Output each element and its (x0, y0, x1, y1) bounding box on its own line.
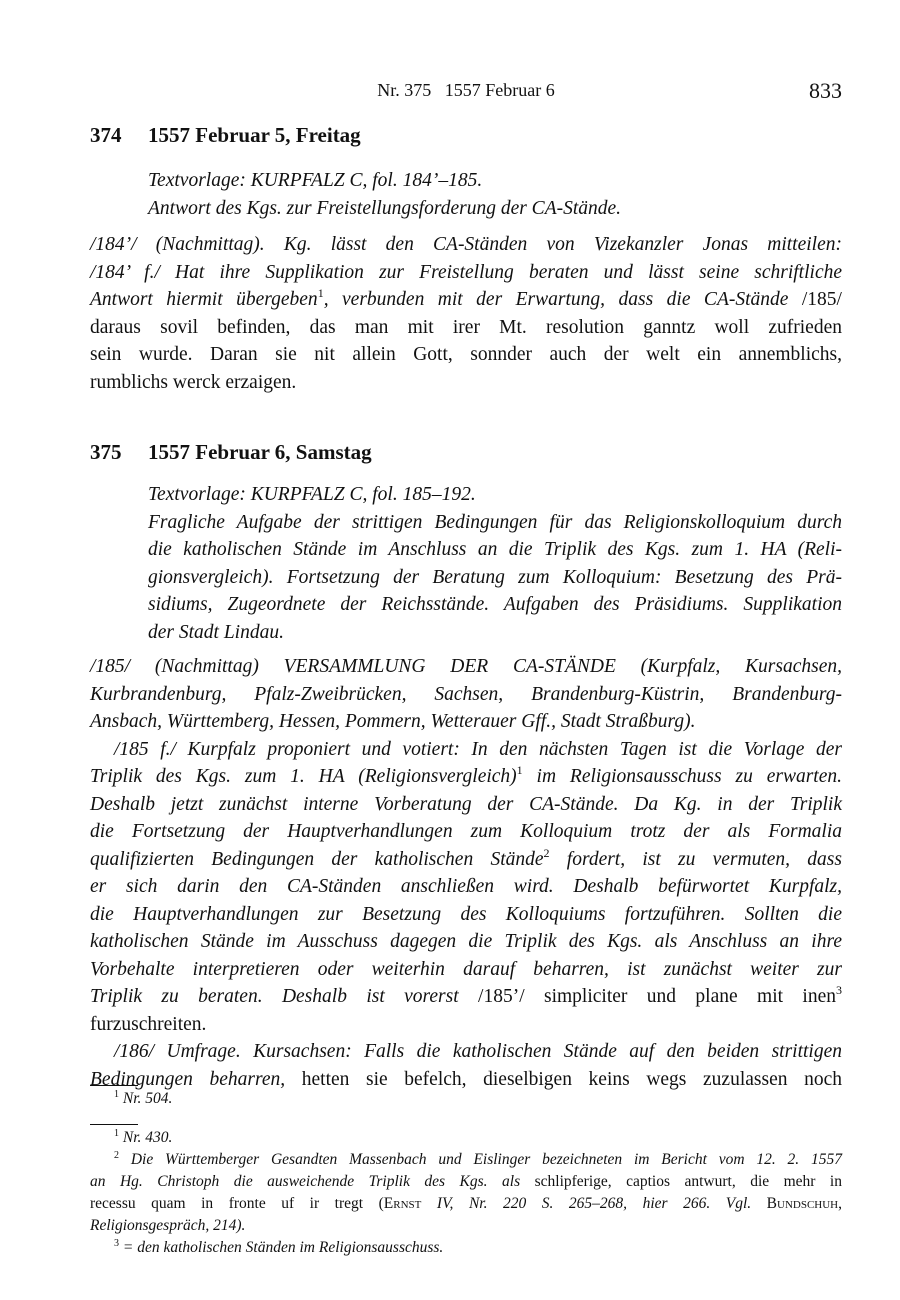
text-run: , verbunden mit der Erwartung, dass die CA-Stände (323, 289, 802, 310)
text-line (90, 1237, 842, 1259)
entry-heading-375 (90, 440, 372, 465)
text-line (90, 736, 842, 764)
text-line (90, 928, 842, 956)
text-run: gionsvergleich). Fortsetzung der Beratung zum Kolloquium: Besetzung des Prä- (148, 566, 842, 588)
text-run: /186/ Umfrage. Kursachsen: Falls die katholischen Stände auf den beiden strittigen (114, 1041, 842, 1062)
footnote-marker: 1 (114, 1128, 119, 1139)
text-line (90, 681, 842, 709)
text-run: furzuschreiten. (90, 1013, 207, 1035)
text-run: qualifizierten Bedingungen der katholischen Stände (90, 848, 544, 870)
running-head-title: Nr. 375 1557 Februar 6 (377, 80, 555, 100)
text-run: daraus sovil befinden, das man mit irer Mt. resolution ganntz woll zufrieden (90, 316, 842, 338)
text-run: Textvorlage: KURPFALZ C, fol. 185–192. (148, 484, 476, 505)
text-run: er sich darin den CA-Ständen anschließen wird. Deshalb befürwortet Kurpfalz, (90, 876, 842, 897)
footnote-marker: 1 (317, 286, 324, 300)
entry-number: 375 (90, 440, 122, 464)
text-line (90, 1215, 842, 1237)
text-run: Deshalb jetzt zunächst interne Vorberatung der CA-Stände. Da Kg. in der Triplik (90, 793, 842, 815)
text-line (90, 369, 842, 397)
footnote-marker: 3 (836, 983, 842, 997)
running-head (90, 78, 842, 106)
text-run: an Hg. Christoph die ausweichende Triplik des Kgs. als (90, 1173, 521, 1190)
footnote-divider (90, 1124, 138, 1125)
source-note (148, 167, 842, 222)
text-line (148, 195, 842, 223)
text-line (90, 901, 842, 929)
text-run: im Religionsausschuss zu erwarten. (522, 766, 842, 787)
text-run: IV, Nr. 220 S. 265–268, hier 266. Vgl. (421, 1195, 752, 1212)
text-run: Ernst (383, 1195, 422, 1212)
text-run: Fragliche Aufgabe der strittigen Bedingungen für das Religionskolloquium durch (148, 511, 842, 533)
entry-date: 1557 Februar 6, Samstag (148, 440, 372, 464)
text-run: /185’/ simpliciter und plane mit inen (478, 986, 836, 1007)
footnote-marker: 2 (543, 845, 550, 860)
text-footnotes (90, 1088, 842, 1110)
text-run: hetten sie befelch, dieselbigen keins wegs zuzulassen noch (285, 1068, 842, 1090)
page-number: 833 (809, 78, 842, 103)
text-run: Antwort des Kgs. zur Freistellungsforderung der CA-Stände. (148, 197, 622, 219)
text-line (90, 791, 842, 819)
text-line (90, 314, 842, 342)
entry-heading-374 (90, 123, 361, 148)
text-run: Triplik des Kgs. zum 1. HA (Religionsvergleich) (90, 766, 517, 787)
entry-body (90, 653, 842, 1093)
text-line (148, 509, 842, 537)
text-line (90, 341, 842, 369)
text-run: /184’ f./ Hat ihre Supplikation zur Freistellung beraten und lässt seine schriftliche (90, 261, 842, 283)
text-line (90, 653, 842, 681)
text-run: sein wurde. Daran sie nit allein Gott, sonnder auch der welt ein annemblichs, (90, 344, 842, 365)
text-line (148, 167, 842, 195)
entry-number: 374 (90, 123, 122, 147)
text-run: = den katholischen Ständen im Religionsausschuss. (119, 1239, 444, 1256)
text-line (90, 1011, 842, 1039)
text-run: /185/ (801, 289, 842, 310)
text-line (90, 956, 842, 984)
text-run: recessu quam in fronte uf ir tregt ( (90, 1195, 384, 1212)
entry-body (90, 231, 842, 396)
text-run: schlipferige, captios antwurt, die mehr in (520, 1173, 842, 1190)
text-run: /185 f./ Kurpfalz proponiert und votiert: In den nächsten Tagen ist die Vorlage der (114, 738, 842, 760)
text-run: Ansbach, Württemberg, Hessen, Pommern, Wetterauer Gff., Stadt Straßburg). (90, 711, 696, 732)
text-run: Antwort hiermit übergeben (90, 289, 318, 310)
text-run: Triplik zu beraten. Deshalb ist vorerst (90, 986, 479, 1007)
text-run: die Fortsetzung der Hauptverhandlungen zum Kolloquium trotz der als Formalia (90, 821, 842, 842)
text-line (90, 1038, 842, 1066)
text-run: Bundschuh, (751, 1195, 843, 1212)
text-line (90, 873, 842, 901)
text-run: Nr. 430. (119, 1129, 173, 1146)
text-run: sidiums, Zugeordnete der Reichsstände. Aufgaben des Präsidiums. Supplikation (148, 594, 842, 615)
text-run: Religionsgespräch, 214). (90, 1217, 246, 1234)
text-run: rumblichs werck erzaigen. (90, 371, 297, 393)
text-line (90, 1127, 842, 1149)
footnote-marker: 3 (114, 1238, 119, 1249)
text-line (90, 846, 842, 874)
text-run: Nr. 504. (119, 1090, 173, 1107)
text-line (90, 708, 842, 736)
text-line (148, 591, 842, 619)
footnote-marker: 1 (114, 1089, 119, 1100)
text-line (90, 818, 842, 846)
footnote-divider (90, 1085, 138, 1086)
text-run: /185/ (Nachmittag) VERSAMMLUNG DER CA-STÄNDE (Kurpfalz, Kursachsen, (90, 656, 842, 677)
text-line (90, 763, 842, 791)
text-run: Kurbrandenburg, Pfalz-Zweibrücken, Sachsen, Brandenburg-Küstrin, Brandenburg- (90, 683, 842, 705)
text-line (90, 231, 842, 259)
text-line (90, 1171, 842, 1193)
text-run: Bedingungen beharren, (90, 1068, 286, 1090)
text-line (148, 481, 842, 509)
footnote-marker: 2 (114, 1150, 119, 1161)
text-run: die Hauptverhandlungen zur Besetzung des Kolloquiums fortzuführen. Sollten die (90, 903, 842, 925)
source-note (148, 481, 842, 646)
text-run: Vorbehalte interpretieren oder weiterhin darauf beharren, ist zunächst weiter zur (90, 958, 842, 980)
footnote-marker: 1 (516, 763, 523, 777)
entry-date: 1557 Februar 5, Freitag (148, 123, 361, 147)
commentary-footnotes (90, 1127, 842, 1259)
text-line (90, 1149, 842, 1171)
text-line (90, 1088, 842, 1110)
text-run: /184’/ (Nachmittag). Kg. lässt den CA-Ständen von Vizekanzler Jonas mitteilen: (90, 234, 842, 255)
text-run: die katholischen Stände im Anschluss an die Triplik des Kgs. zum 1. HA (Reli- (148, 539, 842, 560)
text-run: der Stadt Lindau. (148, 621, 284, 643)
text-line (90, 1193, 842, 1215)
text-run: Textvorlage: KURPFALZ C, fol. 184’–185. (148, 170, 483, 191)
text-line (90, 286, 842, 314)
text-line (90, 983, 842, 1011)
text-line (148, 619, 842, 647)
text-line (148, 564, 842, 592)
text-run: fordert, ist zu vermuten, dass (549, 848, 842, 870)
text-line (148, 536, 842, 564)
text-line (90, 259, 842, 287)
text-run: Die Württemberger Gesandten Massenbach und Eislinger bezeichneten im Bericht vom 12. 2. 1557 (119, 1151, 842, 1168)
text-run: katholischen Stände im Ausschuss dagegen die Triplik des Kgs. als Anschluss an ihre (90, 931, 842, 952)
